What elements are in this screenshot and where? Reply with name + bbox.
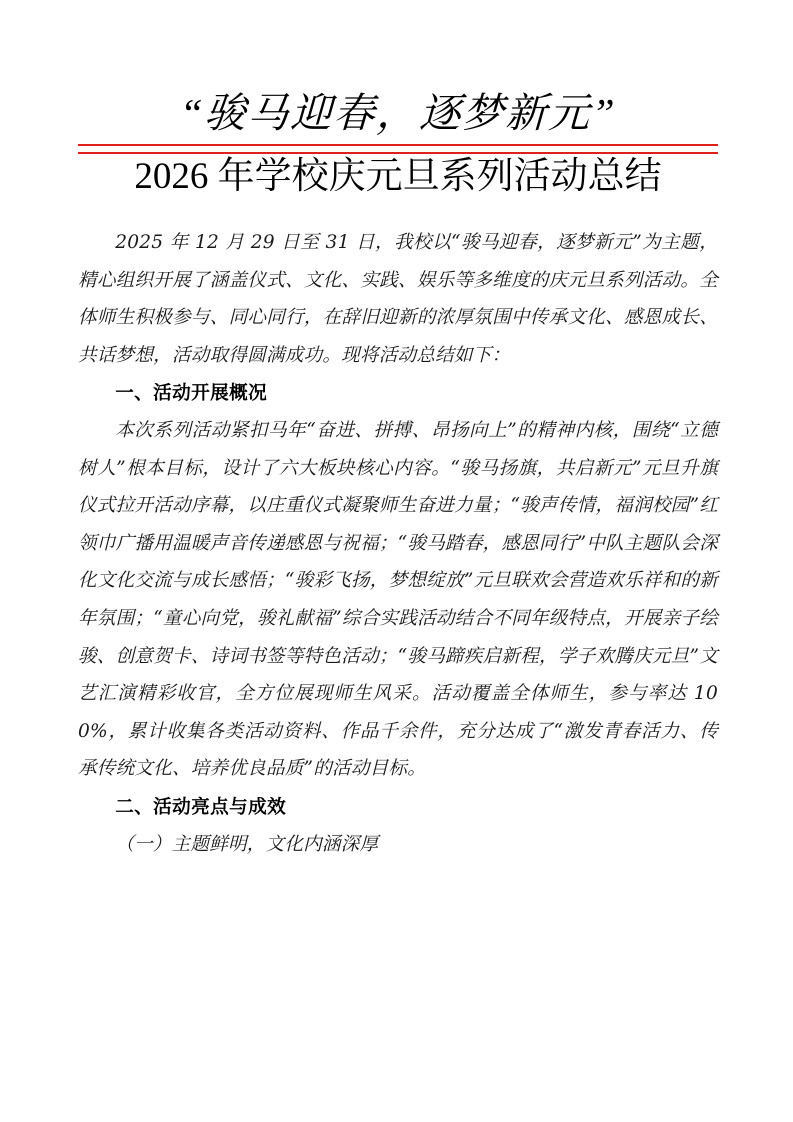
document-title: “骏马迎春，逐梦新元” bbox=[178, 90, 618, 136]
document-subtitle: 2026 年学校庆元旦系列活动总结 bbox=[134, 156, 662, 198]
title-block bbox=[78, 86, 718, 199]
intro-paragraph: 2025 年 12 月 29 日至 31 日，我校以“骏马迎春，逐梦新元”为主题，精心组织开展了涵盖仪式、文化、实践、娱乐等多维度的庆元旦系列活动。全体师生积极参与、同心同行，在辞旧迎新的浓厚氛围中传承文化、感恩成长、共话梦想，活动取得圆满成功。现将活动总结如下： bbox=[78, 232, 718, 366]
red-double-rule bbox=[78, 144, 718, 154]
section-heading-two: 二、活动亮点与成效 bbox=[115, 795, 287, 817]
document-body bbox=[78, 224, 718, 863]
section-one-paragraph: 本次系列活动紧扣马年“奋进、拼搏、昂扬向上”的精神内核，围绕“立德树人”根本目标，设计了六大板块核心内容。“骏马扬旗，共启新元”元旦升旗仪式拉开活动序幕，以庄重仪式凝聚师生奋进力量；“骏声传情，福润校园”红领巾广播用温暖声音传递感恩与祝福；“骏马踏春，感恩同行”中队主题队会深化文化交流与成长感悟；“骏彩飞扬，梦想绽放”元旦联欢会营造欢乐祥和的新年氛围；“童心向党，骏礼献福”综合实践活动结合不同年级特点，开展亲子绘骏、创意贺卡、诗词书签等特色活动；“骏马蹄疾启新程，学子欢腾庆元旦”文艺汇演精彩收官，全方位展现师生风采。活动覆盖全体师生，参与率达 100%，累计收集各类活动资料、作品千余件，充分达成了“激发青春活力、传承传统文化、培养优良品质”的活动目标。 bbox=[78, 419, 718, 780]
section-two-subheading-one: （一）主题鲜明，文化内涵深厚 bbox=[115, 833, 379, 855]
section-heading-one: 一、活动开展概况 bbox=[115, 382, 268, 404]
